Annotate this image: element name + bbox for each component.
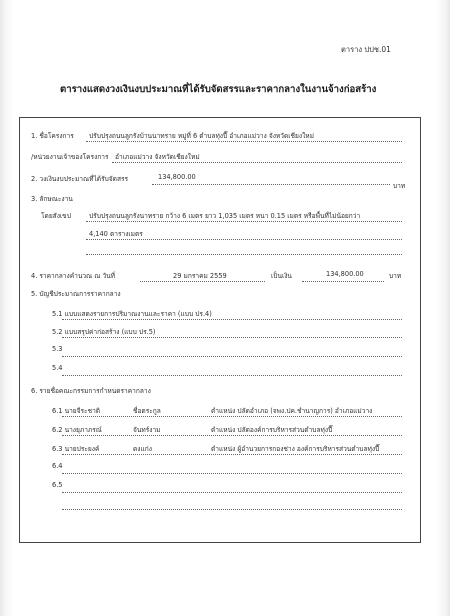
nature-line-2: 4,140 ตารางเมตร xyxy=(89,230,143,238)
price-table-item: 5.1 แบบแสดงรายการปริมาณงานและราคา (แบบ ปร.4) xyxy=(52,310,212,318)
price-table-underline xyxy=(62,356,402,357)
member-position: ตำแหน่ง ปลัดองค์การบริหารส่วนตำบลทุ่งปี๊ xyxy=(211,426,333,434)
member-name: 6.1 นายจีระชาติ xyxy=(52,407,101,415)
budget-label: 2. วงเงินงบประมาณที่ได้รับจัดสรร xyxy=(31,175,129,183)
nature-line-1: ปรับปรุงถนนลูกรังนาทราย กว้าง 6 เมตร ยาว 1,035 เมตร หนา 0.15 เมตร หรือพื้นที่ไม่น้อยกว่า xyxy=(89,212,361,220)
nature-underline-2 xyxy=(86,239,402,240)
project-underline xyxy=(86,141,402,142)
agency-label: /หน่วยงานเจ้าของโครงการ xyxy=(31,153,109,161)
agency-value: อำเภอแม่วาง จังหวัดเชียงใหม่ xyxy=(115,153,200,161)
member-name: 6.2 นางยุภาภรณ์ xyxy=(52,426,102,434)
member-surname: ชื่อตระกูล xyxy=(133,407,161,415)
committee-label: 6. รายชื่อคณะกรรมการกำหนดราคากลาง xyxy=(31,387,151,395)
page-title: ตารางแสดงวงเงินงบประมาณที่ได้รับจัดสรรและราคากลางในงานจ้างก่อสร้าง xyxy=(60,84,377,95)
blank-underline xyxy=(62,509,402,510)
nature-underline-1 xyxy=(86,221,402,222)
price-table-item: 5.4 xyxy=(52,364,63,372)
price-tables-label: 5. บัญชีประมาณการราคากลาง xyxy=(31,290,121,298)
member-surname: ดงแก่ง xyxy=(133,445,152,453)
median-amount-label: เป็นเงิน xyxy=(271,272,292,280)
budget-unit: บาท xyxy=(393,182,406,190)
median-amount-underline xyxy=(302,281,384,282)
price-table-underline xyxy=(62,337,402,338)
budget-underline xyxy=(152,184,390,185)
form-code: ตาราง ปปช.01 xyxy=(341,45,391,54)
member-name: 6.4 xyxy=(52,462,63,470)
member-position: ตำแหน่ง ผู้อำนวยการกองช่าง องค์การบริหารส่วนตำบลทุ่งปี๊ xyxy=(211,445,380,453)
price-table-underline xyxy=(62,319,402,320)
project-label: 1. ชื่อโครงการ xyxy=(31,132,74,140)
member-name: 6.3 นายประยงค์ xyxy=(52,445,100,453)
member-underline xyxy=(62,416,402,417)
member-underline xyxy=(62,473,402,474)
price-table-underline xyxy=(62,375,402,376)
member-surname: จันทร์งาม xyxy=(133,426,161,434)
price-table-item: 5.3 xyxy=(52,345,63,353)
price-table-item: 5.2 แบบสรุปค่าก่อสร้าง (แบบ ปร.5) xyxy=(52,328,156,336)
median-label: 4. ราคากลางคำนวณ ณ วันที่ xyxy=(31,272,116,280)
nature-label: 3. ลักษณะงาน xyxy=(31,195,73,203)
budget-value: 134,800.00 xyxy=(158,173,196,181)
nature-underline-3 xyxy=(86,254,402,255)
member-underline xyxy=(62,492,402,493)
member-name: 6.5 xyxy=(52,481,63,489)
median-amount: 134,800.00 xyxy=(326,270,364,278)
median-date: 29 มกราคม 2559 xyxy=(173,272,227,280)
project-name: ปรับปรุงถนนลูกรังบ้านนาทราย หมู่ที่ 6 ตำบลทุ่งปี๊ อำเภอแม่วาง จังหวัดเชียงใหม่ xyxy=(89,132,314,140)
member-position: ตำแหน่ง ปลัดอำเภอ (จพง.ปค.ชำนาญการ) อำเภอแม่วาง xyxy=(211,407,373,415)
agency-underline xyxy=(112,162,402,163)
member-underline xyxy=(62,454,402,455)
member-underline xyxy=(62,435,402,436)
median-date-underline xyxy=(140,281,265,282)
nature-summary-label: โดยสังเขป xyxy=(41,212,71,220)
median-unit: บาท xyxy=(389,272,402,280)
